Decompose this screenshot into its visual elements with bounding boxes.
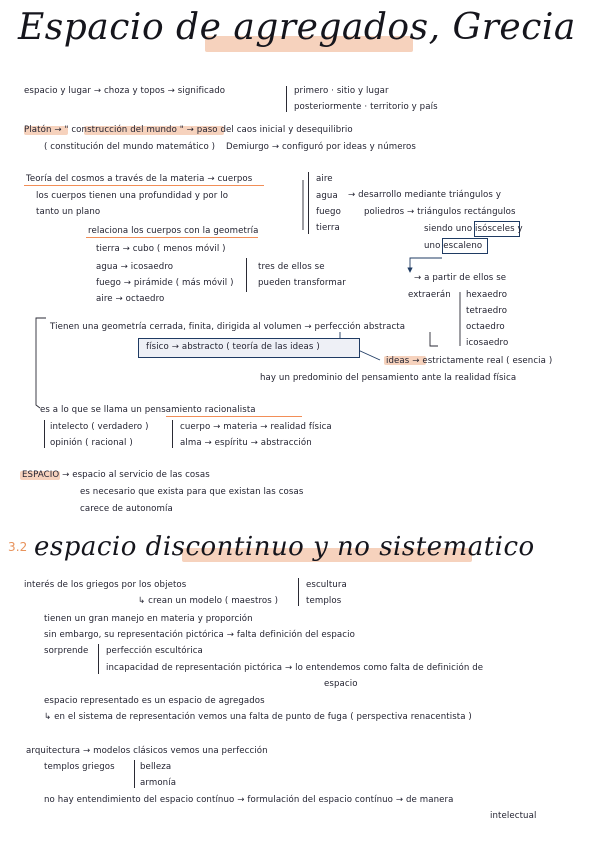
solid-icosaedro: icosaedro: [466, 338, 509, 348]
line-intelecto: intelecto ( verdadero ): [50, 422, 149, 432]
line-escultura: escultura: [306, 580, 347, 590]
line-tanto-plano: tanto un plano: [36, 207, 101, 217]
bracket-geometria: [36, 318, 46, 398]
line-teoria: Teoría del cosmos a través de la materia → cuerpos: [26, 174, 253, 184]
section2-title: espacio discontinuo y no sistematico: [34, 532, 535, 562]
section2-number: 3.2: [8, 540, 28, 554]
line-geometria-cerrada: Tienen una geometría cerrada, finita, dirigida al volumen → perfección abstracta: [50, 322, 406, 332]
line-racionalista: es a lo que se llama un pensamiento racionalista: [40, 405, 256, 415]
element-tierra: tierra: [316, 223, 340, 233]
line-crean-modelo: ↳ crean un modelo ( maestros ): [138, 596, 279, 606]
line-perfeccion-escultorica: perfección escultórica: [106, 646, 203, 656]
line-espacio-wrap: espacio: [324, 679, 358, 689]
line-gran-manejo: tienen un gran manejo en materia y proporción: [44, 614, 253, 624]
line-agua-icosaedro: agua → icosaedro: [96, 262, 174, 272]
line-desarrollo: → desarrollo mediante triángulos y: [348, 190, 502, 200]
line-intelectual: intelectual: [490, 811, 537, 821]
line-a-partir: → a partir de ellos se: [414, 273, 507, 283]
page-title: Espacio de agregados, Grecia: [18, 7, 576, 48]
line-sorprende: sorprende: [44, 646, 89, 656]
solid-octaedro: octaedro: [466, 322, 505, 332]
line-espacio-servicio: ESPACIO → espacio al servicio de las cosas: [22, 470, 210, 480]
arrow-box-predominio: [430, 332, 438, 346]
line-aire-octaedro: aire → octaedro: [96, 294, 165, 304]
line-pueden-transformar: pueden transformar: [258, 278, 346, 288]
solid-tetraedro: tetraedro: [466, 306, 508, 316]
solid-hexaedro: hexaedro: [466, 290, 508, 300]
line-escaleno: uno escaleno: [424, 241, 483, 251]
line-cuerpos-profundidad: los cuerpos tienen una profundidad y por lo: [36, 191, 229, 201]
element-fuego: fuego: [316, 207, 341, 217]
line-primero: primero · sitio y lugar: [294, 86, 389, 96]
line-templos-griegos: templos griegos: [44, 762, 115, 772]
line-alma-espiritu: alma → espíritu → abstracción: [180, 438, 312, 448]
line-relaciona: relaciona los cuerpos con la geometría: [88, 226, 259, 236]
line-tres-ellos: tres de ellos se: [258, 262, 325, 272]
line-espacio-representado: espacio representado es un espacio de agregados: [44, 696, 265, 706]
line-espacio-lugar: espacio y lugar → choza y topos → significado: [24, 86, 226, 96]
line-constitucion: ( constitución del mundo matemático ): [44, 142, 216, 152]
arrow-box-ideas: [358, 350, 380, 360]
line-autonomia: carece de autonomía: [80, 504, 173, 514]
line-sistema-representacion: ↳ en el sistema de representación vemos una falta de punto de fuga ( perspectiva renacentista ): [44, 712, 472, 722]
line-isosceles: siendo uno isósceles y: [424, 224, 523, 234]
line-arquitectura: arquitectura → modelos clásicos vemos una perfección: [26, 746, 268, 756]
line-armonia: armonía: [140, 778, 177, 788]
line-demiurgo: Demiurgo → configuró por ideas y números: [226, 142, 416, 152]
line-interes-griegos: interés de los griegos por los objetos: [24, 580, 187, 590]
line-incapacidad: incapacidad de representación pictórica → lo entendemos como falta de definición de: [106, 663, 484, 673]
line-opinion: opinión ( racional ): [50, 438, 133, 448]
line-ideas: ideas → estrictamente real ( esencia ): [386, 356, 553, 366]
line-no-hay-entendimiento: no hay entendimiento del espacio contínuo → formulación del espacio contínuo → de manera: [44, 795, 454, 805]
line-platon: Platón → " construcción del mundo " → paso del caos inicial y desequilibrio: [24, 125, 353, 135]
line-necesario: es necesario que exista para que existan las cosas: [80, 487, 304, 497]
line-templos: templos: [306, 596, 342, 606]
line-poliedros: poliedros → triángulos rectángulos: [364, 207, 516, 217]
element-agua: agua: [316, 191, 338, 201]
line-belleza: belleza: [140, 762, 172, 772]
line-fisico-abstracto: físico → abstracto ( teoría de las ideas ): [146, 342, 320, 352]
line-tierra-cubo: tierra → cubo ( menos móvil ): [96, 244, 226, 254]
line-predominio: hay un predominio del pensamiento ante la realidad física: [260, 373, 517, 383]
arrow-escaleno-partir: [410, 258, 442, 272]
line-posteriormente: posteriormente · territorio y país: [294, 102, 438, 112]
line-fuego-piramide: fuego → pirámide ( más móvil ): [96, 278, 234, 288]
element-aire: aire: [316, 174, 333, 184]
line-sin-embargo: sin embargo, su representación pictórica → falta definición del espacio: [44, 630, 355, 640]
line-cuerpo-materia: cuerpo → materia → realidad física: [180, 422, 332, 432]
line-extraeran: extraerán: [408, 290, 451, 300]
